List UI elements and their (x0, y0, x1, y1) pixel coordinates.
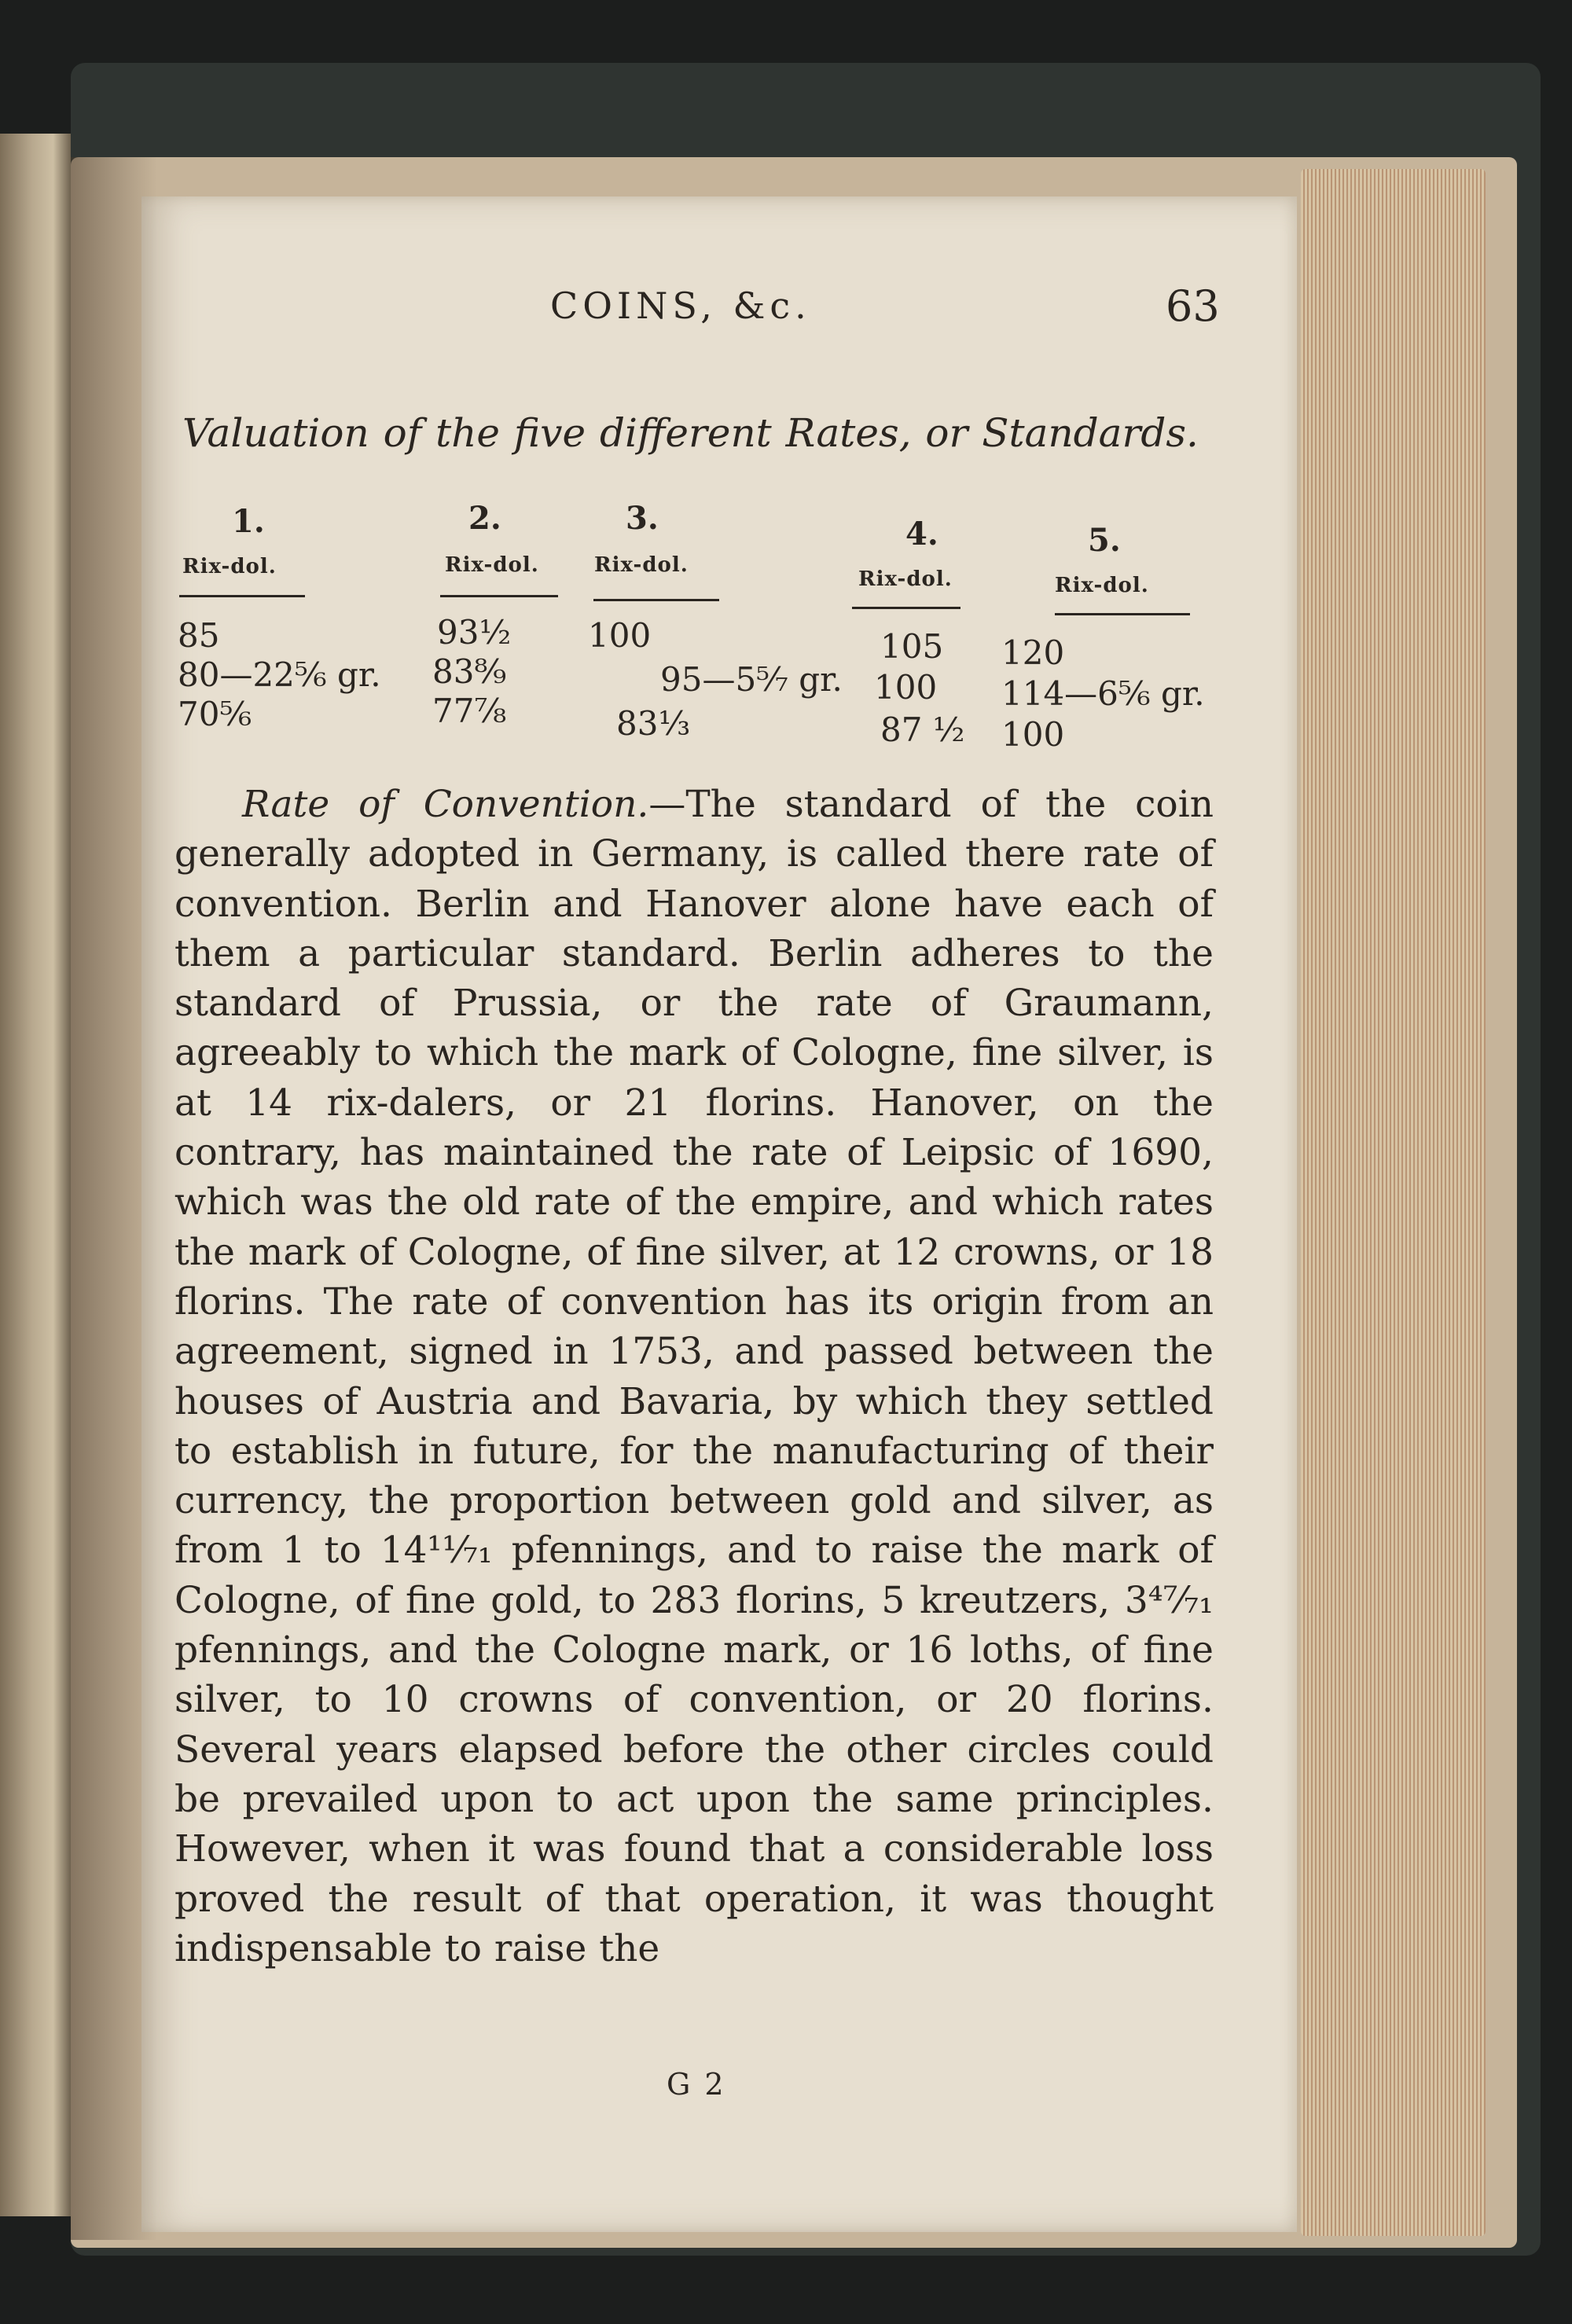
table-cell: 83⁸⁄₉ (432, 652, 507, 691)
column-4-rule (852, 607, 960, 609)
paragraph-text: —The standard of the coin generally adopted in Germany, is called there rate of convention. Berlin and Hanover alone have each of them a particular standard. Berlin adheres to the standard of Prussia, or the rate of Graumann, agreeably to which the mark of Cologne, fine silver, is at 14 rix-dalers, or 21 florins. Hanover, on the contrary, has maintained the rate of Leipsic of 1690, which was the old rate of the empire, and which rates the mark of Cologne, of fine silver, at 12 crowns, or 18 florins. The rate of convention has its origin from an agreement, signed in 1753, and passed between the houses of Austria and Bavaria, by which they settled to establish in future, for the manufacturing of their currency, the proportion between gold and silver, as from 1 to 14¹¹⁄₇₁ pfennings, and to raise the mark of Cologne, of fine gold, to 283 florins, 5 kreutzers, 3⁴⁷⁄₇₁ pfennings, and the Cologne mark, or 16 loths, of fine silver, to 10 crowns of convention, or 20 florins. Several years elapsed before the other circles could be prevailed upon to act upon the same principles. However, when it was found that a considerable loss proved the result of that operation, it was thought indispensable to raise the (174, 783, 1214, 1970)
table-cell: 105 (880, 627, 944, 666)
column-3-rule (593, 599, 719, 601)
table-cell: 120 (1001, 633, 1065, 672)
table-cell: 93½ (437, 613, 512, 652)
column-1-unit: Rix-dol. (182, 555, 277, 578)
signature-mark: G 2 (667, 2067, 726, 2102)
table-cell: 85 (178, 616, 220, 655)
page-number: 63 (1166, 281, 1220, 331)
column-3-unit: Rix-dol. (594, 553, 689, 577)
body-paragraph (174, 780, 1214, 1973)
column-4-unit: Rix-dol. (858, 567, 953, 591)
table-cell: 70⅚ (178, 695, 252, 733)
facing-page-edge (0, 134, 71, 2216)
column-5-rule (1055, 613, 1190, 615)
column-2-unit: Rix-dol. (445, 553, 539, 577)
column-2-number: 2. (468, 500, 501, 537)
table-cell: 87 ½ (880, 710, 965, 749)
column-2-rule (440, 595, 558, 597)
table-cell: 100 (1001, 715, 1065, 754)
column-1-number: 1. (232, 503, 265, 540)
table-cell: 95—5⁵⁄₇ gr. (660, 660, 843, 699)
table-cell: 100 (874, 668, 938, 707)
table-title: Valuation of the five different Rates, or Standards. (182, 410, 1199, 456)
table-cell: 77⅞ (432, 692, 507, 730)
running-header: COINS, &c. (550, 285, 811, 327)
column-5-unit: Rix-dol. (1055, 574, 1149, 597)
table-cell: 114—6⅚ gr. (1001, 674, 1205, 713)
page-fore-edge (1301, 169, 1486, 2236)
column-4-number: 4. (905, 516, 938, 553)
column-1-rule (179, 595, 305, 597)
paragraph-lead: Rate of Convention. (242, 783, 649, 826)
gutter-shadow (71, 157, 157, 2240)
table-cell: 100 (588, 616, 652, 655)
column-3-number: 3. (626, 500, 659, 537)
table-cell: 83⅓ (616, 704, 691, 743)
table-cell: 80—22⅚ gr. (178, 655, 381, 694)
column-5-number: 5. (1088, 522, 1121, 559)
